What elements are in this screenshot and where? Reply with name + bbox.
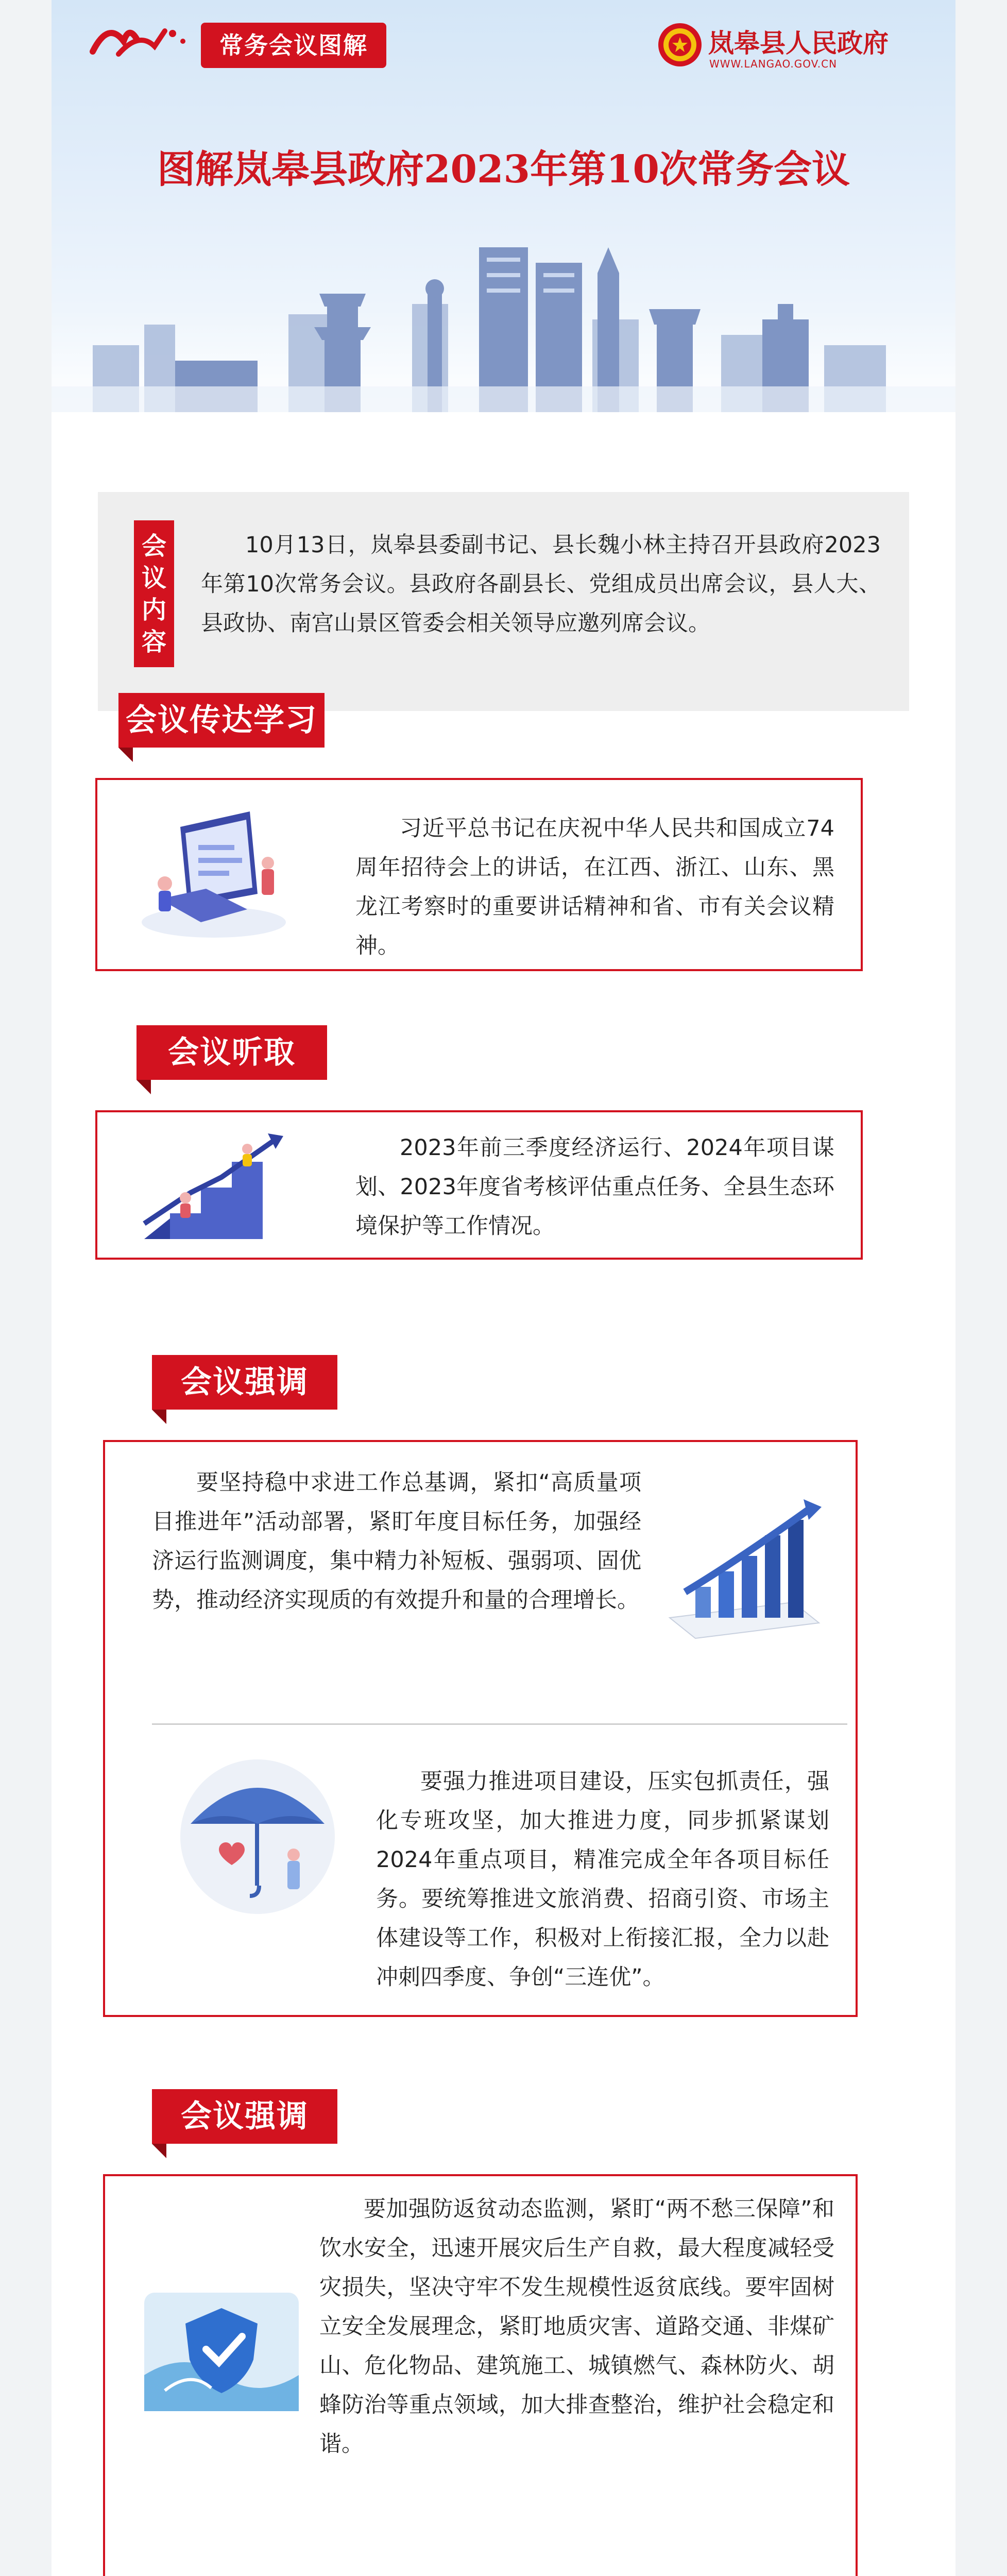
- intro-label-char: 议: [141, 563, 166, 592]
- computer-workspace-icon: [129, 796, 299, 951]
- page-title: 图解岚皋县政府2023年第10次常务会议: [157, 147, 850, 192]
- section-heading-emphasis-1: 会议强调: [152, 1355, 337, 1410]
- gov-url: WWW.LANGAO.GOV.CN: [709, 58, 838, 70]
- intro-label: [134, 520, 174, 667]
- emphasis-2-text-1: 要加强防返贫动态监测，紧盯“两不愁三保障”和饮水安全，迅速开展灾后生产自救，最大程度减轻受灾损失，坚决守牢不发生规模性返贫底线。要牢固树立安全发展理念，紧盯地质灾害、道路交通、非煤矿山、危化物品、建筑施工、城镇燃气、森林防火、胡蜂防治等重点领域，加大排查整治，维护社会稳定和谐。: [319, 2196, 834, 2457]
- divider: [152, 1723, 847, 1725]
- study-text: 习近平总书记在庆祝中华人民共和国成立74周年招待会上的讲话，在江西、浙江、山东、黑龙江考察时的重要讲话精神和省、市有关会议精神。: [355, 816, 834, 959]
- gov-name: 岚皋县人民政府: [708, 28, 889, 58]
- intro-text: 10月13日，岚皋县委副书记、县长魏小林主持召开县政府2023年第10次常务会议。县政府各副县长、党组成员出席会议，县人大、县政协、南宫山景区管委会相关领导应邀列席会议。: [201, 532, 881, 636]
- growth-stairs-icon: [129, 1121, 294, 1249]
- bar-chart-growth-icon: [659, 1489, 829, 1643]
- brand-logo-icon: [88, 10, 191, 67]
- section-heading-study: 会议传达学习: [118, 693, 325, 748]
- shield-wave-icon: [134, 2272, 309, 2427]
- intro-label-char: 容: [141, 627, 166, 656]
- gov-logo[interactable]: [657, 20, 919, 76]
- national-emblem-icon: [657, 22, 703, 68]
- header-tag: 常务会议图解: [201, 23, 386, 68]
- city-skyline-illustration: [52, 216, 955, 412]
- emphasis-1-text-1: 要坚持稳中求进工作总基调，紧扣“高质量项目推进年”活动部署，紧盯年度目标任务，加强经济运行监测调度，集中精力补短板、强弱项、固优势，推动经济实现质的有效提升和量的合理增长。: [152, 1470, 641, 1613]
- hearing-text: 2023年前三季度经济运行、2024年项目谋划、2023年度省考核评估重点任务、全县生态环境保护等工作情况。: [355, 1135, 834, 1239]
- section-heading-emphasis-2: 会议强调: [152, 2089, 337, 2144]
- intro-label-char: 会: [141, 531, 166, 561]
- header-banner: [52, 0, 955, 412]
- section-heading-hearing: 会议听取: [136, 1025, 327, 1080]
- page: [52, 0, 955, 2576]
- intro-label-char: 内: [141, 595, 166, 624]
- umbrella-protection-icon: [170, 1747, 345, 1917]
- emphasis-1-text-2: 要强力推进项目建设，压实包抓责任，强化专班攻坚，加大推进力度，同步抓紧谋划2024年重点项目，精准完成全年各项目标任务。要统筹推进文旅消费、招商引资、市场主体建设等工作，积极对上衔接汇报，全力以赴冲刺四季度、争创“三连优”。: [376, 1769, 829, 1990]
